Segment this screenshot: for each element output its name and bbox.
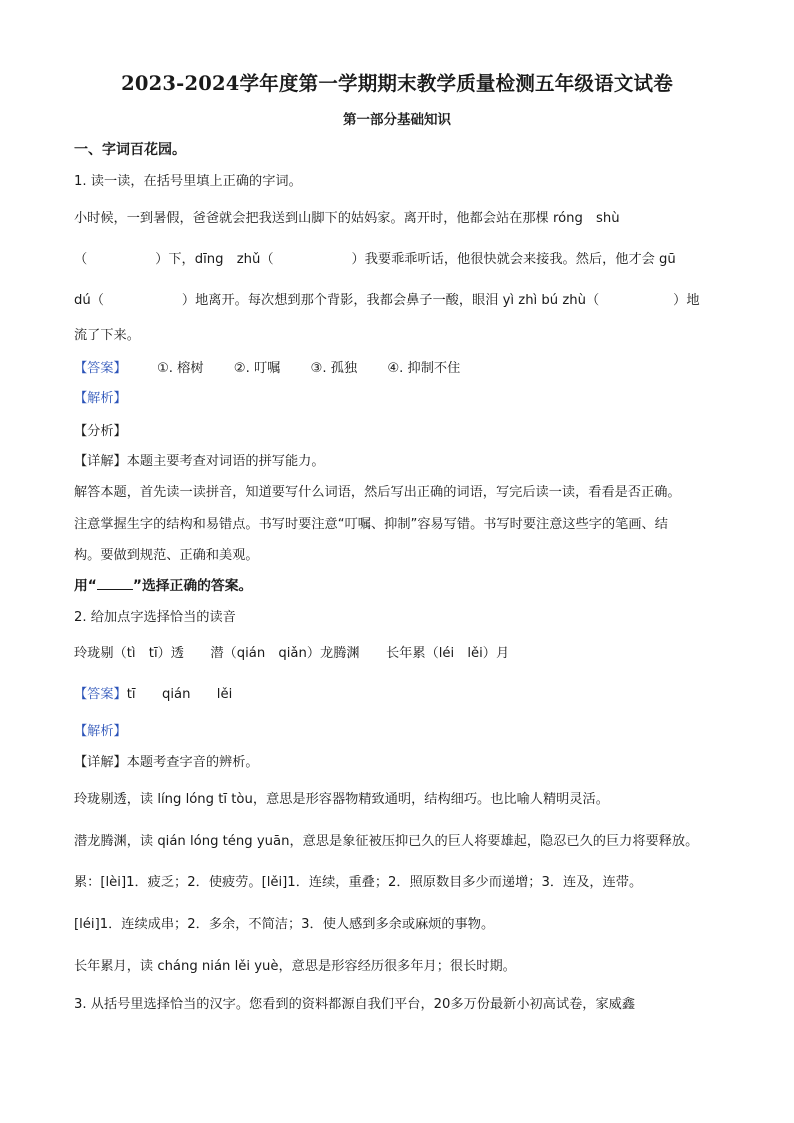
q1-paren-open-1: （ [74,252,88,267]
q1-stem: 1. 读一读，在括号里填上正确的字词。 [74,174,302,189]
answer-item: ①. 榕树 [156,361,204,376]
answer-item: ④. 抑制不住 [387,361,461,376]
q1-detail-line-1: 解答本题，首先读一读拼音，知道要写什么词语，然后写出正确的词语，写完后读一读，看看是否正确。 [74,485,681,500]
q1-answer-row [74,360,460,378]
q2-explanation-3: 累：[lèi]1．疲乏；2．使疲劳。[lěi]1．连续，重叠；2．照原数目多少而递增；3．连及，连带。 [74,875,643,890]
q1-passage-line-2 [74,251,676,269]
answer-item: ③. 孤独 [310,361,358,376]
q1-detail-line-2: 注意掌握生字的结构和易错点。书写时要注意“叮嘱、抑制”容易写错。书写时要注意这些字的笔画、结 [74,517,668,532]
part-title: 第一部分基础知识 [343,112,451,128]
q1-passage-segment: ）我要乖乖听话，他很快就会来接我。然后，他才会 gū [351,252,676,267]
q2-options: 玲珑剔（tì tī）透 潜（qián qiǎn）龙腾渊 长年累（léi lěi）月 [74,646,510,661]
q2-stem: 2. 给加点字选择恰当的读音 [74,610,236,625]
instruction-suffix: ”选择正确的答案。 [132,578,253,594]
q1-detail: 【详解】本题主要考查对词语的拼写能力。 [74,454,325,469]
instruction-line [74,577,252,595]
q2-detail: 【详解】本题考查字音的辨析。 [74,755,259,770]
q1-passage-segment: dú（ [74,293,104,308]
q2-explanation-4: [léi]1．连续成串；2．多余，不简洁；3．使人感到多余或麻烦的事物。 [74,917,495,932]
answer-item: ②. 叮嘱 [233,361,281,376]
section-heading: 一、字词百花园。 [74,142,186,158]
q1-passage-line-1: 小时候，一到暑假，爸爸就会把我送到山脚下的姑妈家。离开时，他都会站在那棵 róng shù [74,211,620,226]
q1-passage-segment: ）地离开。每次想到那个背影，我都会鼻子一酸，眼泪 yì zhì bú zhù（ [181,293,600,308]
q3-stem: 3. 从括号里选择恰当的汉字。您看到的资料都源自我们平台，20多万份最新小初高试卷，家威鑫 [74,997,636,1012]
q1-detail-line-3: 构。要做到规范、正确和美观。 [74,548,259,563]
q2-answer: tī qián lěi [126,687,233,702]
answer-blank [97,577,133,590]
q1-passage-line-4: 流了下来。 [74,328,140,343]
analysis-label: 【解析】 [74,391,127,406]
analysis-label: 【解析】 [74,724,127,739]
q1-passage-line-3 [74,292,700,310]
q1-passage-segment: ）下，dīng zhǔ（ [155,252,274,267]
q2-explanation-2: 潜龙腾渊，读 qián lóng téng yuān，意思是象征被压抑已久的巨人将要雄起，隐忍已久的巨力将要释放。 [74,834,699,849]
q2-answer-row [74,686,232,704]
answer-label: 【答案】 [74,687,127,702]
exam-title: 2023-2024学年度第一学期期末教学质量检测五年级语文试卷 [121,72,673,95]
q2-explanation-1: 玲珑剔透，读 líng lóng tī tòu，意思是形容器物精致通明，结构细巧。也比喻人精明灵活。 [74,792,609,807]
answer-label: 【答案】 [74,361,127,376]
q1-passage-segment: ）地 [673,293,700,308]
q2-explanation-5: 长年累月，读 cháng nián lěi yuè，意思是形容经历很多年月；很长时期。 [74,959,516,974]
fenxi-label: 【分析】 [74,424,127,439]
instruction-prefix: 用“ [74,578,97,594]
